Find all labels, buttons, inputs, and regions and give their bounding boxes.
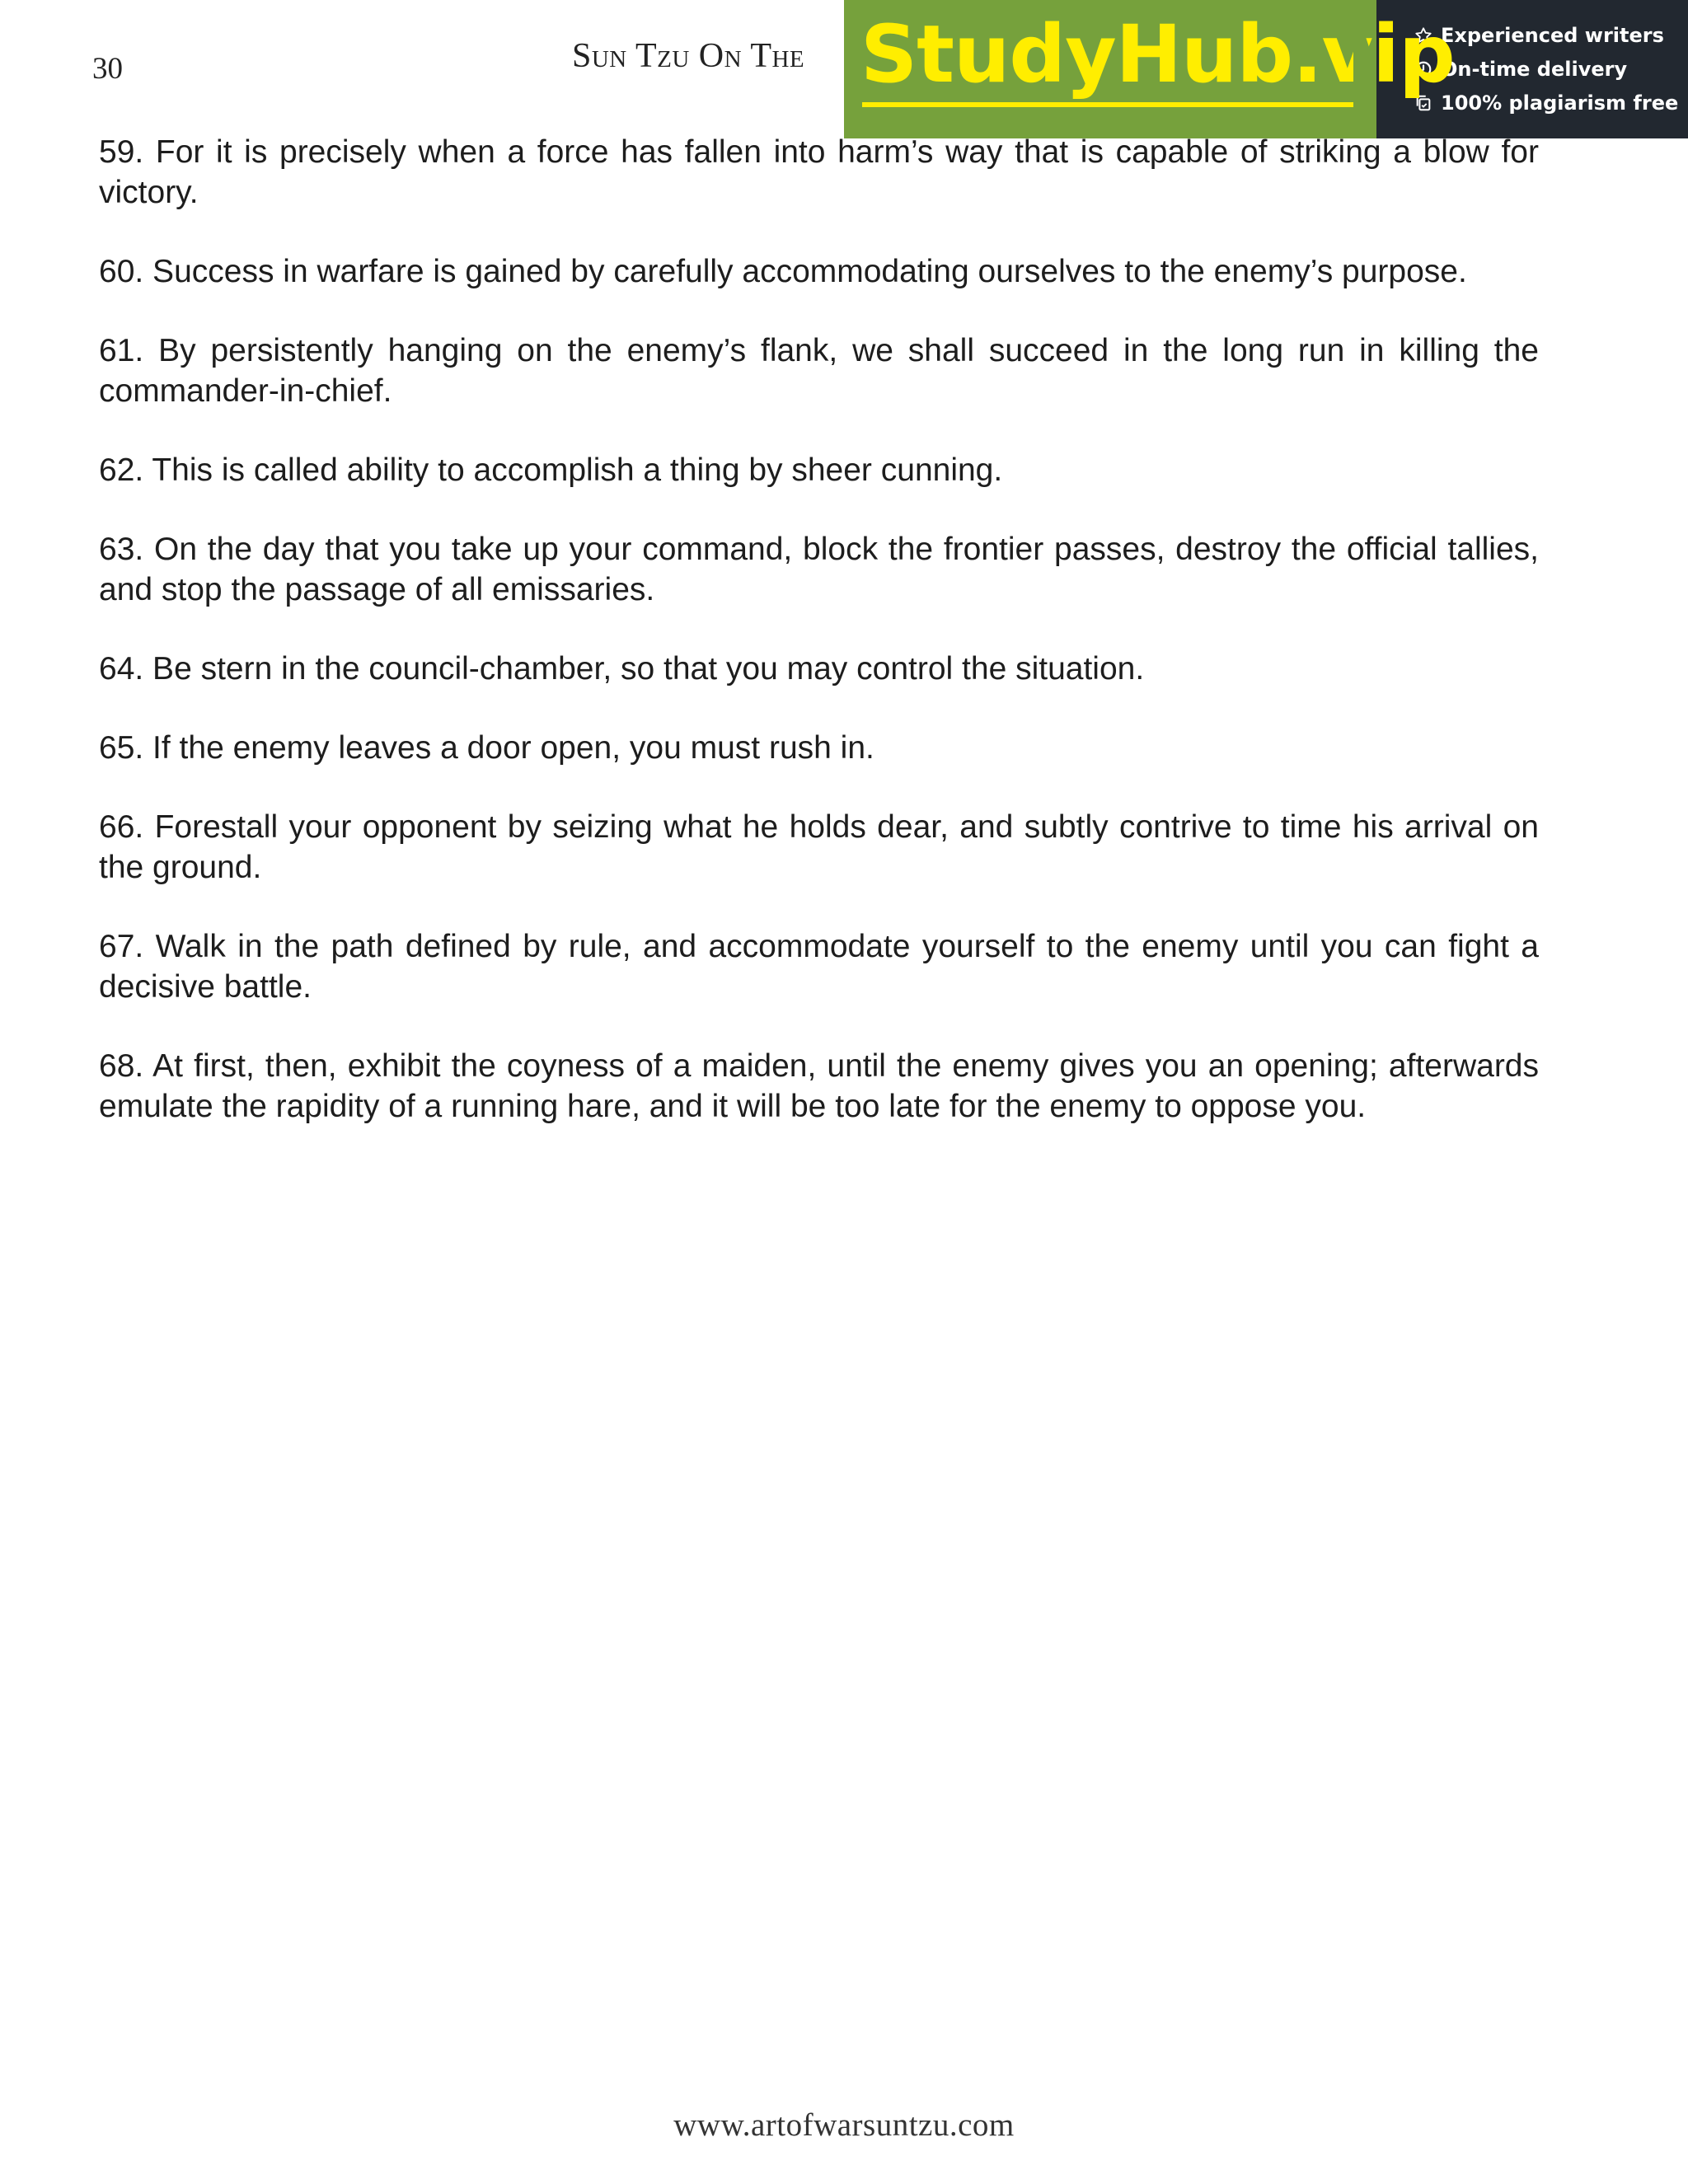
footer-url: www.artofwarsuntzu.com <box>673 2107 1015 2143</box>
ad-brand-name[interactable]: StudyHub.vip <box>860 8 1455 101</box>
paragraph-67: 67. Walk in the path defined by rule, and accommodate yourself to the enemy until you can fight a decisive battle. <box>99 929 1539 1005</box>
ad-brand-panel[interactable] <box>844 0 1455 138</box>
paragraph-62: 62. This is called ability to accomplish a thing by sheer cunning. <box>99 452 1003 488</box>
paragraph-68: 68. At first, then, exhibit the coyness of a maiden, until the enemy gives you an opening; afterwards emulate the rapidity of a running hare, and it will be too late for the enemy to oppose you. <box>99 1048 1539 1124</box>
ad-brand-underline <box>862 102 1357 107</box>
ad-feature-label: 100% plagiarism free <box>1441 91 1679 115</box>
paragraph-60: 60. Success in warfare is gained by carefully accommodating ourselves to the enemy’s purpose. <box>99 254 1467 289</box>
ad-arrow-shape <box>1353 0 1376 138</box>
ad-banner[interactable] <box>844 0 1688 138</box>
paragraph-65: 65. If the enemy leaves a door open, you must rush in. <box>99 730 874 766</box>
paragraph-61: 61. By persistently hanging on the enemy’s flank, we shall succeed in the long run in killing the commander-in-chief. <box>99 333 1539 409</box>
paragraph-64: 64. Be stern in the council-chamber, so that you may control the situation. <box>99 651 1145 687</box>
ad-feature-label: Experienced writers <box>1441 23 1664 47</box>
page-number: 30 <box>92 52 123 86</box>
ad-feature-label: On-time delivery <box>1441 57 1628 81</box>
running-title <box>572 36 804 76</box>
paragraph-66: 66. Forestall your opponent by seizing what he holds dear, and subtly contrive to time his arrival on the ground. <box>99 809 1539 885</box>
body-text <box>99 132 1539 1165</box>
paragraph-59: 59. For it is precisely when a force has fallen into harm’s way that is capable of striking a blow for victory. <box>99 134 1539 210</box>
paragraph-63: 63. On the day that you take up your command, block the frontier passes, destroy the official tallies, and stop the passage of all emissaries. <box>99 532 1539 607</box>
running-title-text: Sun Tzu On The <box>572 37 805 75</box>
